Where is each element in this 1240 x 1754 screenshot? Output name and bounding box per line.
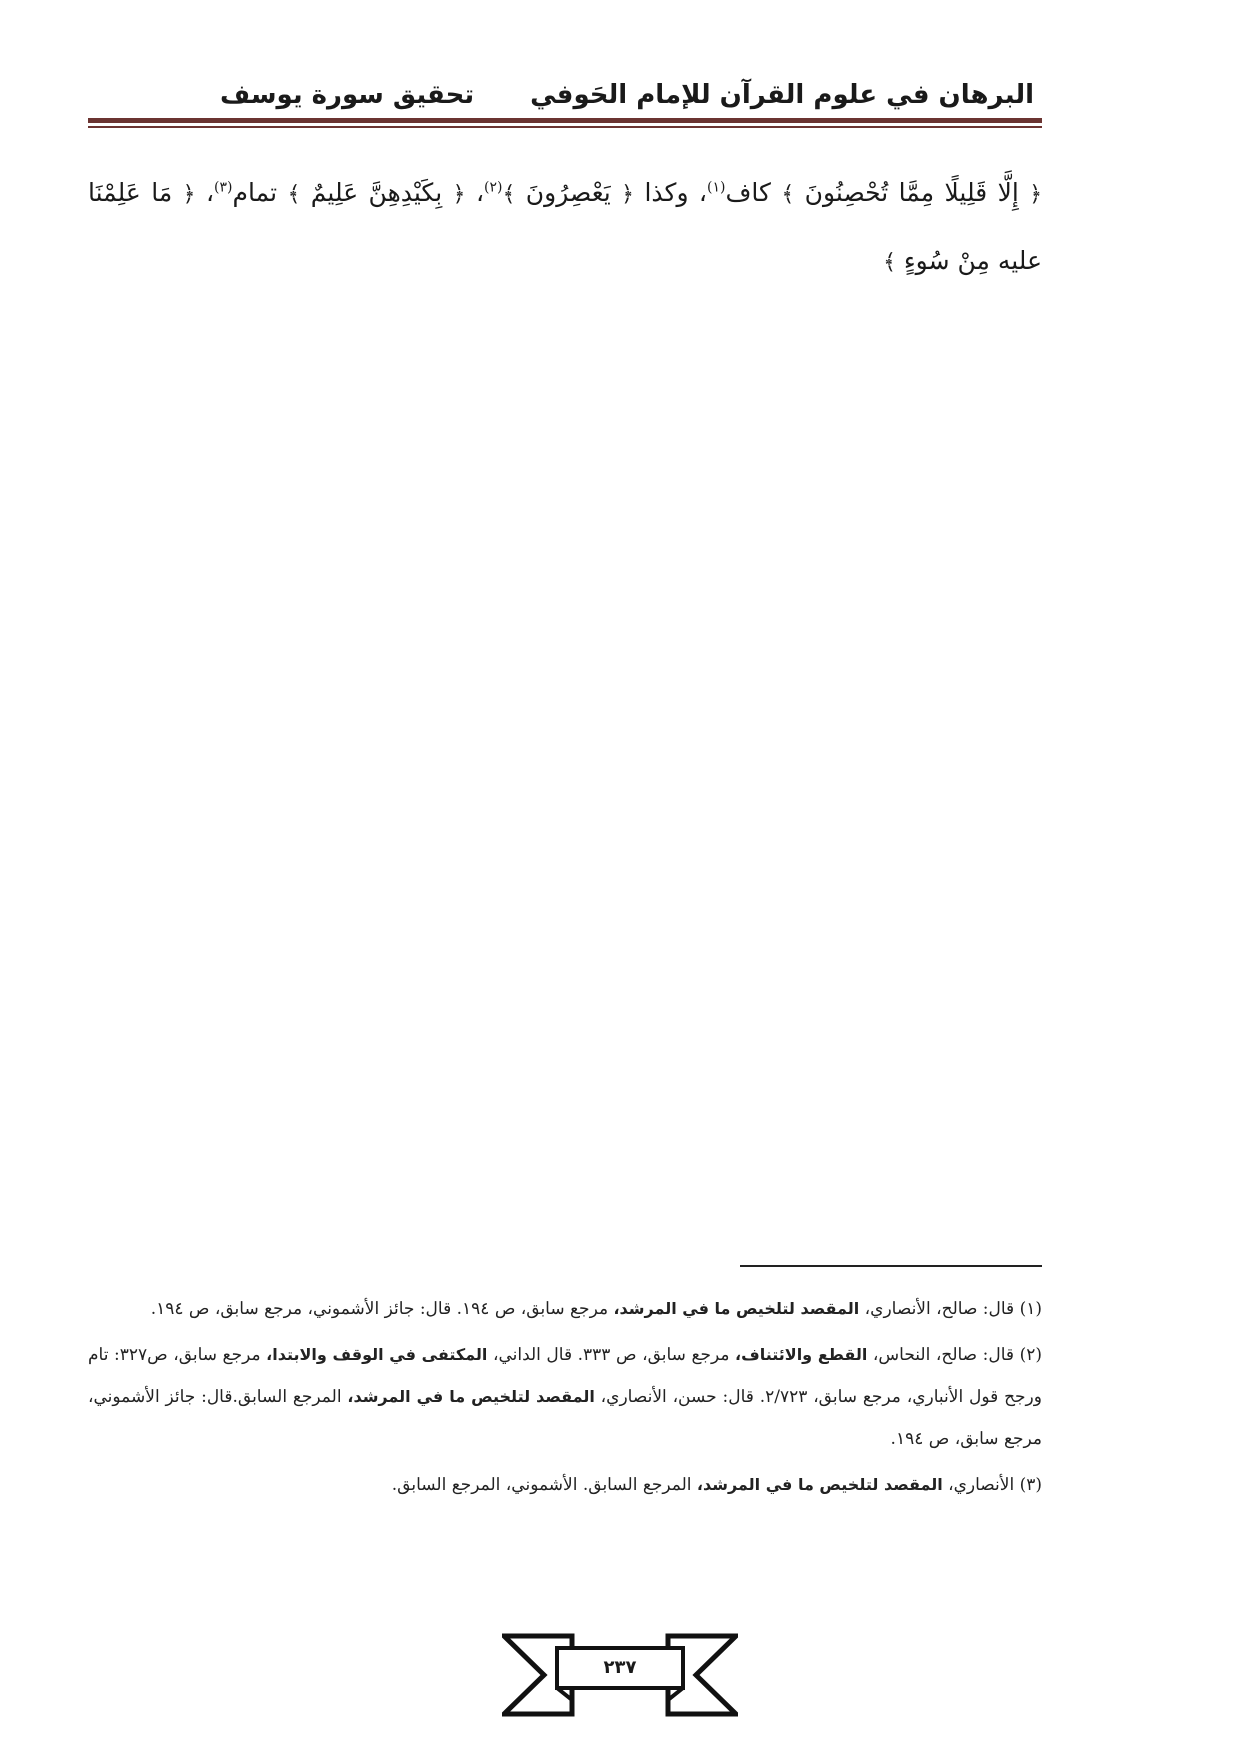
waqf-ruling: تمام bbox=[232, 178, 278, 207]
ornate-bracket-open: ﴿ bbox=[1029, 182, 1043, 207]
header-rule-thick bbox=[88, 118, 1042, 123]
ornate-bracket-close: ﴾ bbox=[781, 182, 795, 207]
page-header bbox=[88, 72, 1042, 118]
book-reference: المكتفى في الوقف والابتدا، bbox=[266, 1345, 488, 1364]
footnote-2 bbox=[88, 1334, 1042, 1460]
footnotes bbox=[88, 1288, 1042, 1510]
book-reference: المقصد لتلخيص ما في المرشد، bbox=[347, 1387, 595, 1406]
book-reference: المقصد لتلخيص ما في المرشد، bbox=[613, 1299, 860, 1318]
body-text-fragment: ، وكذا bbox=[644, 178, 707, 207]
ornate-bracket-close: ﴾ bbox=[883, 250, 896, 275]
ornate-bracket-close: ﴾ bbox=[502, 182, 516, 207]
quran-verse: إِلَّا قَلِيلًا مِمَّا تُحْصِنُونَ bbox=[804, 178, 1019, 207]
footnote-marker[interactable]: (٢) bbox=[484, 179, 503, 196]
ornate-bracket-close: ﴾ bbox=[287, 182, 301, 207]
footnote-text: المرجع السابق.قال: جائز الأشموني، مرجع سابق، ص ١٩٤. bbox=[88, 1387, 1042, 1449]
footnote-text: مرجع سابق، ص ١٩٤. قال: جائز الأشموني، مرجع سابق، ص ١٩٤. bbox=[150, 1299, 614, 1319]
footnote-text: (٣) الأنصاري، bbox=[942, 1475, 1042, 1495]
book-reference: المقصد لتلخيص ما في المرشد، bbox=[696, 1475, 943, 1494]
quran-verse: يَعْصِرُونَ bbox=[525, 178, 611, 207]
footnote-text: (٢) قال: صالح، النحاس، bbox=[867, 1345, 1042, 1365]
quran-verse: مَا عَلِمْنَا عليه مِنْ سُوءٍ bbox=[88, 178, 1042, 275]
footnote-text: (١) قال: صالح، الأنصاري، bbox=[859, 1299, 1042, 1319]
body-paragraph bbox=[88, 160, 1042, 296]
ornate-bracket-open: ﴿ bbox=[182, 182, 196, 207]
footnote-marker[interactable]: (١) bbox=[707, 179, 726, 196]
footnote-text: المرجع السابق. الأشموني، المرجع السابق. bbox=[391, 1475, 697, 1495]
waqf-ruling: كاف bbox=[725, 178, 771, 207]
footnote-text: مرجع سابق، ص ٣٣٣. قال الداني، bbox=[487, 1345, 736, 1365]
body-text-fragment: ، bbox=[205, 178, 215, 207]
ornate-bracket-open: ﴿ bbox=[452, 182, 466, 207]
header-rule-thin bbox=[88, 126, 1042, 128]
footnote-1 bbox=[88, 1288, 1042, 1330]
footnote-separator bbox=[740, 1265, 1042, 1267]
book-title: البرهان في علوم القرآن للإمام الحَوفي bbox=[530, 80, 1034, 110]
body-text-fragment: ، bbox=[475, 178, 485, 207]
ornate-bracket-open: ﴿ bbox=[621, 182, 635, 207]
quran-verse: بِكَيْدِهِنَّ عَلِيمٌ bbox=[310, 178, 443, 207]
chapter-title: تحقيق سورة يوسف bbox=[220, 80, 475, 110]
footnote-text: مرجع سابق، ص٣٢٧: تام ورجح قول الأنباري، مرجع سابق، ٢/٧٢٣. قال: حسن، الأنصاري، bbox=[88, 1345, 1042, 1407]
book-reference: القطع والائتناف، bbox=[735, 1345, 868, 1364]
footnote-3 bbox=[88, 1464, 1042, 1506]
footnote-marker[interactable]: (٣) bbox=[214, 179, 233, 196]
page-number: ٢٣٧ bbox=[603, 1657, 637, 1678]
